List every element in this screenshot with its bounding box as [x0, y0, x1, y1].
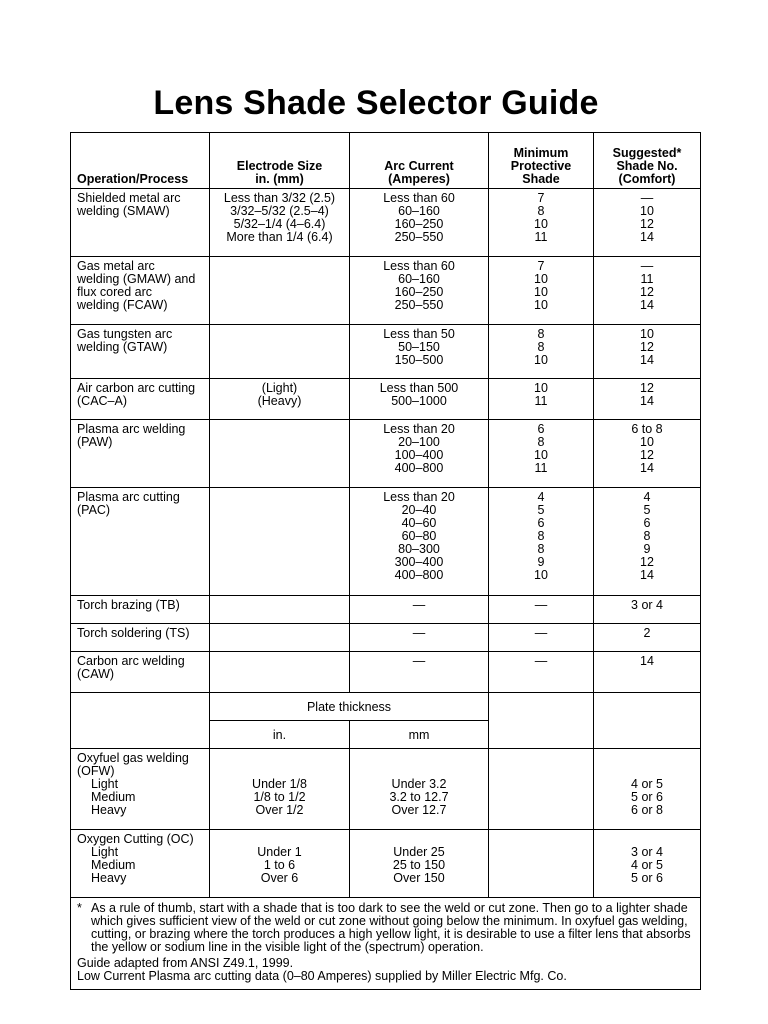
min-shade-line: 11 [534, 461, 548, 475]
plate-mm-line: Under 25 [393, 845, 445, 859]
arc-current-line: 20–100 [398, 435, 440, 449]
arc-current-line: 20–40 [401, 503, 437, 517]
suggested-shade-line: 4 or 5 [631, 777, 663, 791]
plate-in-line: 1/8 to 1/2 [253, 790, 306, 804]
arc-current-line: 250–550 [394, 230, 444, 244]
min-shade-cell [489, 624, 594, 652]
electrode-cell [210, 488, 350, 596]
operation-line: Carbon arc welding [77, 654, 185, 668]
blank-cell [71, 693, 210, 749]
min-shade-line: 8 [537, 340, 545, 354]
table-row [71, 624, 701, 652]
arc-current-cell [350, 488, 489, 596]
suggested-shade-line: 6 [643, 516, 651, 530]
header-electrode: Electrode Size in. (mm) [210, 133, 350, 189]
operation-line: Torch brazing (TB) [77, 598, 180, 612]
suggested-shade-line: 14 [640, 353, 654, 367]
shade-guide-table [70, 132, 701, 990]
footnote-text: As a rule of thumb, start with a shade that is too dark to see the weld or cut zone. Then go to a lighter shade which gives sufficient view of the weld or cut zone without going below the minimum. In oxyfuel gas welding, cutting, or brazing where the torch produces a high yellow light, it is desirable to use a filter lens that absorbs the yellow or sodium line in the visible light of the (spectrum) operation. [91, 901, 691, 954]
arc-current-line: 400–800 [394, 568, 444, 582]
operation-line: Gas tungsten arc [77, 327, 173, 341]
plate-in-line: 1 to 6 [263, 858, 296, 872]
arc-current-line: 100–400 [394, 448, 444, 462]
arc-current-line: 40–60 [401, 516, 437, 530]
suggested-shade-cell [594, 749, 701, 830]
suggested-shade-cell [594, 624, 701, 652]
operation-cell [71, 379, 210, 420]
operation-cell [71, 624, 210, 652]
arc-current-line: 250–550 [394, 298, 444, 312]
plate-in-line: Under 1/8 [252, 777, 307, 791]
source-note: Guide adapted from ANSI Z49.1, 1999. [77, 956, 294, 970]
operation-cell [71, 420, 210, 488]
plate-mm-cell [350, 830, 489, 898]
level-line: Medium [91, 790, 136, 804]
suggested-shade-line: 12 [640, 340, 654, 354]
suggested-shade-line: 10 [640, 327, 654, 341]
suggested-shade-cell [594, 652, 701, 693]
plate-in-line: Over 1/2 [255, 803, 304, 817]
min-shade-cell [489, 325, 594, 379]
plate-mm-label: mm [350, 721, 489, 749]
electrode-line: 3/32–5/32 (2.5–4) [230, 204, 329, 218]
operation-cell [71, 189, 210, 257]
suggested-shade-line: 10 [640, 435, 654, 449]
arc-current-line: 160–250 [394, 285, 444, 299]
electrode-cell [210, 624, 350, 652]
arc-current-line: 60–160 [398, 204, 440, 218]
header-row [71, 133, 701, 189]
arc-current-cell [350, 379, 489, 420]
footnote-star: * [77, 901, 82, 915]
plate-mm-line: 3.2 to 12.7 [389, 790, 449, 804]
table-row [71, 189, 701, 257]
plate-in-line: Over 6 [260, 871, 299, 885]
operation-cell [71, 257, 210, 325]
plasma-data-note: Low Current Plasma arc cutting data (0–80 Amperes) supplied by Miller Electric Mfg. Co. [77, 969, 567, 983]
min-shade-line: 8 [537, 204, 545, 218]
blank-cell [489, 693, 594, 749]
operation-line: (PAC) [77, 503, 111, 517]
min-shade-line: 10 [534, 298, 548, 312]
arc-current-cell [350, 325, 489, 379]
electrode-cell [210, 652, 350, 693]
min-shade-line: 10 [534, 217, 548, 231]
table-row [71, 596, 701, 624]
arc-current-line: 160–250 [394, 217, 444, 231]
level-line: Medium [91, 858, 136, 872]
operation-line: (CAC–A) [77, 394, 128, 408]
blank-cell [594, 693, 701, 749]
electrode-line: (Heavy) [257, 394, 302, 408]
electrode-line: 5/32–1/4 (4–6.4) [233, 217, 326, 231]
electrode-line: Less than 3/32 (2.5) [223, 191, 336, 205]
suggested-shade-line: 14 [640, 654, 654, 668]
electrode-line: More than 1/4 (6.4) [226, 230, 333, 244]
suggested-shade-line: 10 [640, 204, 654, 218]
arc-current-cell [350, 624, 489, 652]
electrode-cell [210, 325, 350, 379]
suggested-shade-line: 12 [640, 448, 654, 462]
operation-line: (OFW) [77, 764, 115, 778]
suggested-shade-line: 6 or 8 [631, 803, 663, 817]
plate-thickness-label: Plate thickness [210, 693, 489, 721]
operation-cell [71, 325, 210, 379]
plate-in-label: in. [210, 721, 350, 749]
arc-current-line: 500–1000 [391, 394, 447, 408]
min-shade-line: 8 [537, 435, 545, 449]
operation-line: welding (GMAW) and [77, 272, 196, 286]
level-line: Heavy [91, 803, 127, 817]
table-row [71, 488, 701, 596]
min-shade-cell [489, 379, 594, 420]
suggested-shade-line: 5 [643, 503, 651, 517]
table-row [71, 379, 701, 420]
min-shade-line: 7 [537, 191, 545, 205]
electrode-cell [210, 189, 350, 257]
table-row [71, 257, 701, 325]
operation-line: Air carbon arc cutting [77, 381, 196, 395]
suggested-shade-line: 14 [640, 298, 654, 312]
min-shade-cell [489, 488, 594, 596]
min-shade-line: 10 [534, 272, 548, 286]
operation-cell [71, 830, 210, 898]
suggested-shade-cell [594, 596, 701, 624]
level-line: Heavy [91, 871, 127, 885]
suggested-shade-line: 12 [640, 217, 654, 231]
electrode-cell [210, 379, 350, 420]
min-shade-line: 7 [537, 259, 545, 273]
suggested-shade-cell [594, 379, 701, 420]
notes [71, 898, 701, 990]
suggested-shade-line: 4 [643, 490, 651, 504]
suggested-shade-cell [594, 830, 701, 898]
operation-cell [71, 596, 210, 624]
min-shade-line: 10 [534, 568, 548, 582]
arc-current-line: Less than 60 [383, 259, 455, 273]
min-shade-line: 10 [534, 381, 548, 395]
suggested-shade-line: 6 to 8 [631, 422, 663, 436]
footnote [77, 902, 694, 954]
min-shade-line: 6 [537, 422, 545, 436]
operation-line: Oxygen Cutting (OC) [77, 832, 194, 846]
suggested-shade-cell [594, 257, 701, 325]
min-shade-line: 5 [537, 503, 545, 517]
plate-in-line: Under 1 [257, 845, 302, 859]
operation-cell [71, 652, 210, 693]
arc-current-cell [350, 596, 489, 624]
arc-current-line: Less than 60 [383, 191, 455, 205]
min-shade-line: 11 [534, 394, 548, 408]
min-shade-line: 10 [534, 285, 548, 299]
arc-current-line: 60–160 [398, 272, 440, 286]
arc-current-line: Less than 20 [383, 422, 455, 436]
plate-thickness-row [71, 693, 701, 721]
arc-current-cell [350, 420, 489, 488]
header-operation: Operation/Process [71, 133, 210, 189]
min-shade-cell [489, 830, 594, 898]
suggested-shade-line: 14 [640, 568, 654, 582]
min-shade-cell [489, 420, 594, 488]
arc-current-line: 150–500 [394, 353, 444, 367]
arc-current-cell [350, 652, 489, 693]
min-shade-line: 4 [537, 490, 545, 504]
suggested-shade-line: 11 [640, 272, 654, 286]
suggested-shade-line: 14 [640, 394, 654, 408]
operation-line: Plasma arc welding [77, 422, 186, 436]
table-row [71, 325, 701, 379]
electrode-line: (Light) [261, 381, 298, 395]
plate-in-cell [210, 830, 350, 898]
min-shade-line: 10 [534, 353, 548, 367]
plate-mm-line: 25 to 150 [392, 858, 446, 872]
suggested-shade-line: 3 or 4 [631, 598, 663, 612]
min-shade-line: 8 [537, 529, 545, 543]
arc-current-line: — [412, 626, 426, 640]
operation-line: welding (GTAW) [77, 340, 168, 354]
operation-line: welding (SMAW) [77, 204, 170, 218]
min-shade-line: — [534, 654, 548, 668]
arc-current-cell [350, 257, 489, 325]
suggested-shade-line: 14 [640, 461, 654, 475]
arc-current-line: — [412, 654, 426, 668]
table-row [71, 830, 701, 898]
operation-cell [71, 488, 210, 596]
notes-row [71, 898, 701, 990]
min-shade-line: — [534, 626, 548, 640]
page-title: Lens Shade Selector Guide [153, 84, 599, 122]
plate-mm-line: Under 3.2 [391, 777, 447, 791]
plate-mm-line: Over 150 [393, 871, 445, 885]
operation-line: (PAW) [77, 435, 113, 449]
level-line: Light [91, 777, 119, 791]
table-row [71, 749, 701, 830]
table-row [71, 420, 701, 488]
min-shade-cell [489, 749, 594, 830]
min-shade-cell [489, 596, 594, 624]
min-shade-line: 8 [537, 542, 545, 556]
min-shade-line: 8 [537, 327, 545, 341]
suggested-shade-line: 2 [643, 626, 651, 640]
operation-line: welding (FCAW) [77, 298, 168, 312]
min-shade-cell [489, 189, 594, 257]
electrode-cell [210, 257, 350, 325]
header-arc-current: Arc Current (Amperes) [350, 133, 489, 189]
operation-line: Shielded metal arc [77, 191, 181, 205]
suggested-shade-line: 5 or 6 [631, 790, 663, 804]
min-shade-line: 10 [534, 448, 548, 462]
suggested-shade-line: 3 or 4 [631, 845, 663, 859]
suggested-shade-cell [594, 420, 701, 488]
suggested-shade-line: 14 [640, 230, 654, 244]
arc-current-line: Less than 500 [379, 381, 459, 395]
suggested-shade-line: — [640, 259, 654, 273]
arc-current-line: 300–400 [394, 555, 444, 569]
operation-line: flux cored arc [77, 285, 153, 299]
header-min-shade: Minimum Protective Shade [489, 133, 594, 189]
operation-cell [71, 749, 210, 830]
operation-line: Torch soldering (TS) [77, 626, 190, 640]
min-shade-cell [489, 257, 594, 325]
suggested-shade-line: 9 [643, 542, 651, 556]
suggested-shade-line: 12 [640, 381, 654, 395]
arc-current-line: — [412, 598, 426, 612]
plate-mm-line: Over 12.7 [391, 803, 447, 817]
arc-current-cell [350, 189, 489, 257]
min-shade-cell [489, 652, 594, 693]
suggested-shade-line: 5 or 6 [631, 871, 663, 885]
suggested-shade-line: 8 [643, 529, 651, 543]
operation-line: Oxyfuel gas welding [77, 751, 189, 765]
header-suggested: Suggested* Shade No. (Comfort) [594, 133, 701, 189]
suggested-shade-line: 12 [640, 555, 654, 569]
suggested-shade-cell [594, 189, 701, 257]
min-shade-line: 6 [537, 516, 545, 530]
arc-current-line: 60–80 [401, 529, 437, 543]
min-shade-line: 9 [537, 555, 545, 569]
operation-line: (CAW) [77, 667, 115, 681]
min-shade-line: 11 [534, 230, 548, 244]
level-line: Light [91, 845, 119, 859]
suggested-shade-line: 12 [640, 285, 654, 299]
suggested-shade-line: 4 or 5 [631, 858, 663, 872]
operation-line: Gas metal arc [77, 259, 155, 273]
plate-in-cell [210, 749, 350, 830]
min-shade-line: — [534, 598, 548, 612]
electrode-cell [210, 596, 350, 624]
table-row [71, 652, 701, 693]
arc-current-line: 80–300 [398, 542, 440, 556]
electrode-cell [210, 420, 350, 488]
arc-current-line: 50–150 [398, 340, 440, 354]
suggested-shade-line: — [640, 191, 654, 205]
suggested-shade-cell [594, 325, 701, 379]
arc-current-line: Less than 50 [383, 327, 455, 341]
plate-mm-cell [350, 749, 489, 830]
suggested-shade-cell [594, 488, 701, 596]
arc-current-line: 400–800 [394, 461, 444, 475]
arc-current-line: Less than 20 [383, 490, 455, 504]
operation-line: Plasma arc cutting [77, 490, 180, 504]
